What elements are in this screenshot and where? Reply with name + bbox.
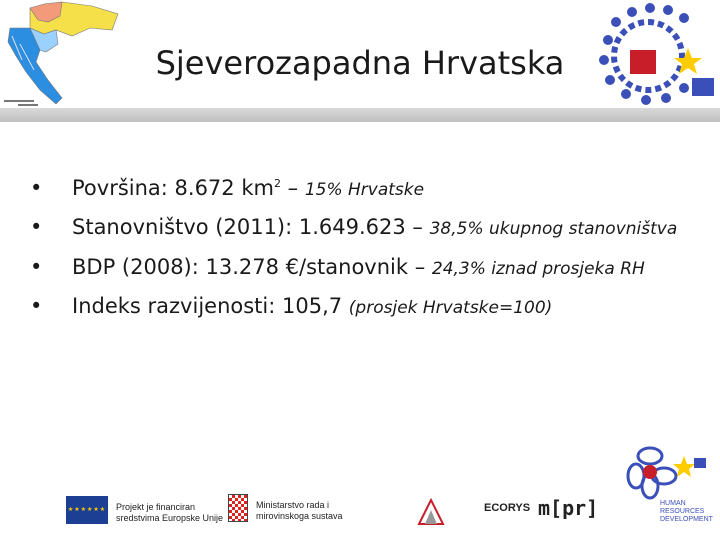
ministry-text: Ministarstvo rada i mirovinskoga sustava xyxy=(256,500,343,521)
ecorys-logo: ECORYS xyxy=(484,502,531,514)
mpr-logo: m[pr] xyxy=(538,496,599,520)
header-divider xyxy=(0,108,720,122)
slide-header xyxy=(0,0,720,122)
bullet-population xyxy=(28,213,708,242)
bullet-list xyxy=(28,174,708,332)
partnership-logo-icon xyxy=(588,0,720,110)
bullet-main-text: Stanovništvo (2011): 1.649.623 – xyxy=(72,215,430,240)
bullet-development-index xyxy=(28,292,708,321)
bullet-icon: • xyxy=(30,176,43,200)
bullet-note: 15% Hrvatske xyxy=(304,180,425,200)
bullet-dash: – xyxy=(280,176,305,200)
bullet-gdp xyxy=(28,253,708,282)
slide-title: Sjeverozapadna Hrvatska xyxy=(155,44,565,82)
bullet-icon: • xyxy=(30,254,43,279)
superscript: 2 xyxy=(273,177,281,190)
footer-logos xyxy=(60,490,620,532)
bullet-main-text: Indeks razvijenosti: 105,7 xyxy=(72,294,349,319)
eu-funding-text: Projekt je financiran sredstvima Europske Unije xyxy=(116,502,224,523)
hrd-text: HUMAN RESOURCES DEVELOPMENT xyxy=(660,500,713,523)
bullet-main-text: Površina: 8.672 km xyxy=(72,176,274,200)
bullet-note: (prosjek Hrvatske=100) xyxy=(348,298,553,319)
ministry-regional-logo-icon xyxy=(415,498,447,526)
bullet-main-text: BDP (2008): 13.278 €/stanovnik – xyxy=(72,254,432,279)
croatian-coat-of-arms-icon xyxy=(228,494,248,522)
bullet-icon: • xyxy=(30,215,43,240)
bullet-icon: • xyxy=(30,294,43,319)
bullet-area xyxy=(28,174,708,203)
bullet-note: 38,5% ukupnog stanovništva xyxy=(429,219,678,240)
eu-flag-icon: ★★★★★★ xyxy=(66,496,108,524)
bullet-note: 24,3% iznad prosjeka RH xyxy=(431,258,645,279)
